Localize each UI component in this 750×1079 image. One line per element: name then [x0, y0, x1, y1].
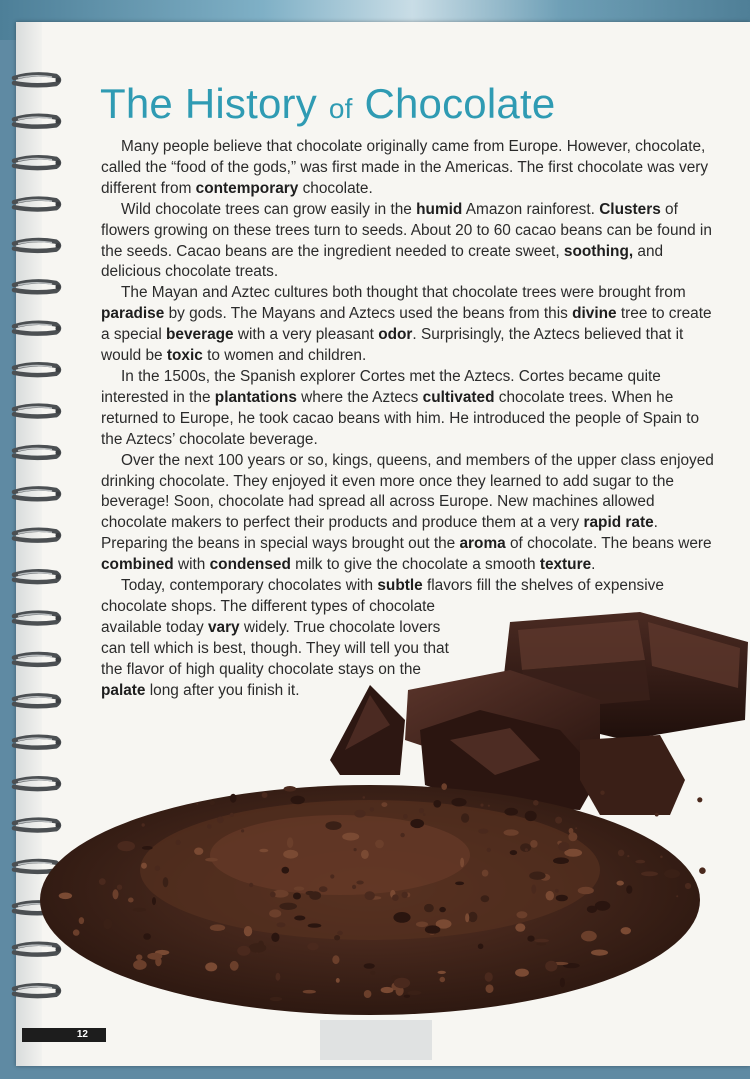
- paragraph: [101, 367, 715, 451]
- text-run: with a very pleasant: [233, 326, 379, 344]
- vocab-word: rapid rate: [583, 514, 654, 532]
- text-run: .: [591, 556, 596, 574]
- vocab-word: toxic: [166, 347, 203, 365]
- vocab-word: odor: [378, 326, 413, 344]
- page-number: 12: [22, 1028, 106, 1042]
- text-run: where the Aztecs: [296, 388, 423, 406]
- text-run: by gods. The Mayans and Aztecs used the beans from this: [164, 305, 573, 323]
- text-run: tree to create a special: [101, 305, 712, 344]
- text-run: Over the next 100 years or so, kings, queens, and members of the upper class enjoyed drinking chocolate. They enjoyed it even more once they learned to add sugar to the beverage! Soon, chocolate had spread all across Europe. New machines allowed chocolate makers to perfect their products and produce them at a very: [101, 451, 714, 532]
- spiral-ring: [14, 116, 61, 127]
- spiral-ring: [14, 364, 61, 375]
- vocab-word: cultivated: [422, 388, 495, 406]
- paragraph: [101, 137, 715, 200]
- vocab-word: aroma: [459, 535, 506, 553]
- paragraph: [101, 576, 715, 597]
- text-run: In the 1500s, the Spanish explorer Cortes met the Aztecs. Cortes became quite interested in the: [101, 367, 661, 406]
- paragraph: [101, 283, 715, 367]
- text-run: . Preparing the beans in special ways brought out the: [101, 514, 658, 553]
- vocab-word: soothing,: [563, 242, 634, 260]
- spiral-ring: [14, 240, 61, 251]
- vocab-word: Clusters: [599, 200, 661, 218]
- text-run: flavors fill the shelves of expensive: [422, 577, 664, 595]
- text-run: widely. True chocolate lovers can tell which is best, though. They will tell you that the flavor of high quality chocolate stays on the: [101, 618, 449, 678]
- spiral-ring: [14, 281, 61, 292]
- vocab-word: combined: [101, 556, 174, 574]
- vocab-word: subtle: [377, 577, 423, 595]
- text-run: . Surprisingly, the Aztecs believed that it would be: [101, 326, 684, 365]
- vocab-word: paradise: [101, 305, 165, 323]
- spiral-ring: [14, 488, 61, 499]
- spiral-ring: [14, 530, 61, 541]
- vocab-word: texture: [539, 556, 592, 574]
- text-run: The Mayan and Aztec cultures both thought that chocolate trees were brought from: [121, 284, 686, 302]
- text-run: Many people believe that chocolate originally came from Europe. However, chocolate, called the “food of the gods,” was first made in the Americas. The first chocolate was very different from: [101, 138, 709, 197]
- vocab-word: beverage: [166, 326, 234, 344]
- text-run: chocolate shops. The different types of chocolate available today: [101, 597, 435, 636]
- vocab-word: vary: [207, 618, 240, 636]
- paragraph: [101, 200, 715, 284]
- watermark-box: [320, 1020, 432, 1060]
- text-run: and delicious chocolate treats.: [101, 242, 664, 281]
- text-run: with: [173, 556, 210, 574]
- vocab-word: palate: [101, 681, 146, 699]
- vocab-word: condensed: [209, 556, 291, 574]
- text-run: Wild chocolate trees can grow easily in the: [121, 200, 417, 218]
- text-run: chocolate trees. When he returned to Europe, he took cacao beans with him. He introduced the people of Spain to the Aztecs’ chocolate beverage.: [101, 388, 700, 448]
- spiral-ring: [14, 199, 61, 210]
- page-title: The History of Chocolate: [100, 80, 556, 127]
- text-run: of chocolate. The beans were: [505, 535, 712, 553]
- spiral-ring: [14, 323, 61, 334]
- paragraph: [101, 451, 715, 576]
- text-run: milk to give the chocolate a smooth: [290, 556, 540, 574]
- spiral-ring: [14, 74, 61, 85]
- spiral-ring: [14, 571, 61, 582]
- spiral-ring: [14, 157, 61, 168]
- text-run: long after you finish it.: [145, 681, 300, 699]
- text-run: to women and children.: [202, 347, 367, 365]
- text-run: Today, contemporary chocolates with: [121, 577, 378, 595]
- vocab-word: plantations: [214, 388, 297, 406]
- vocab-word: humid: [416, 200, 463, 218]
- spiral-ring: [14, 406, 61, 417]
- text-run: Amazon rainforest.: [462, 200, 600, 218]
- spiral-ring: [14, 447, 61, 458]
- chocolate-photo: [40, 597, 750, 1040]
- vocab-word: divine: [572, 305, 617, 323]
- text-run: of flowers growing on these trees turn to seeds. About 20 to 60 cacao beans can be found in the seeds. Cacao beans are the ingredient needed to create sweet,: [101, 200, 712, 260]
- text-run: chocolate.: [298, 179, 373, 197]
- vocab-word: contemporary: [195, 179, 299, 197]
